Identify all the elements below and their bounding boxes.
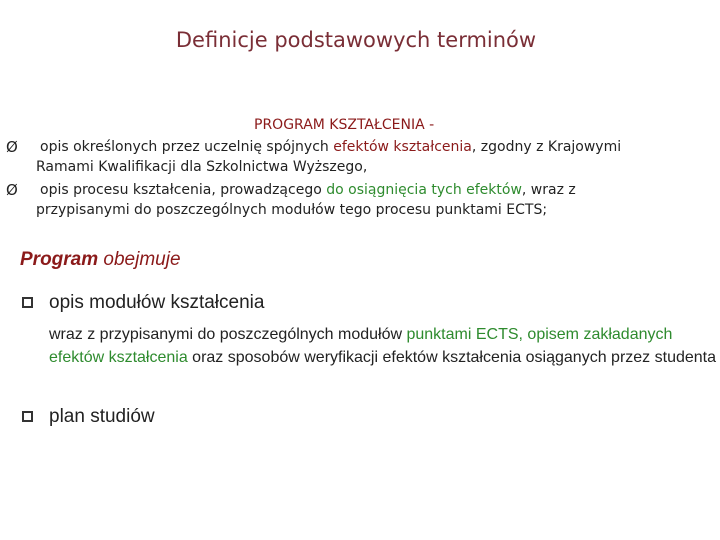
definition-2-line-2: przypisanymi do poszczególnych modułów tego procesu punktami ECTS; [36, 202, 548, 218]
list-item-modules-label: opis modułów kształcenia [49, 292, 265, 313]
definition-1-highlight: efektów kształcenia [333, 139, 472, 155]
definition-1-text: opis określonych przez uczelnię spójnych [40, 139, 329, 155]
program-includes-rest: obejmuje [98, 249, 181, 270]
definition-1-line-1 [6, 137, 712, 157]
definition-item-2 [6, 180, 712, 220]
modules-desc-text: wraz z przypisanymi do poszczególnych modułów [49, 326, 407, 343]
square-bullet-icon [22, 297, 33, 308]
list-item-study-plan-label: plan studiów [49, 406, 155, 427]
modules-desc-text-tail: oraz sposobów weryfikacji efektów kształcenia osiąganych przez studenta [187, 349, 716, 366]
definition-2-line-1 [6, 180, 712, 200]
definition-2-text: opis procesu kształcenia, prowadzącego [40, 182, 322, 198]
definition-1-line-2: Ramami Kwalifikacji dla Szkolnictwa Wyższego, [36, 159, 368, 175]
program-includes-heading [20, 249, 181, 271]
definition-item-1 [6, 137, 712, 177]
program-heading: PROGRAM KSZTAŁCENIA - [254, 117, 435, 133]
definition-2-text-tail: , wraz z [521, 182, 576, 198]
square-bullet-icon [22, 411, 33, 422]
modules-desc-highlight: punktami ECTS, opisem zakładanych efektów kształcenia [49, 326, 673, 366]
slide-title: Definicje podstawowych terminów [175, 28, 537, 52]
program-includes-bold: Program [20, 249, 99, 270]
arrow-bullet-icon: Ø [6, 138, 18, 156]
arrow-bullet-icon: Ø [6, 181, 18, 199]
definition-2-highlight: do osiągnięcia tych efektów [326, 182, 522, 198]
definition-1-text-tail: , zgodny z Krajowymi [471, 139, 622, 155]
modules-description [49, 323, 717, 369]
